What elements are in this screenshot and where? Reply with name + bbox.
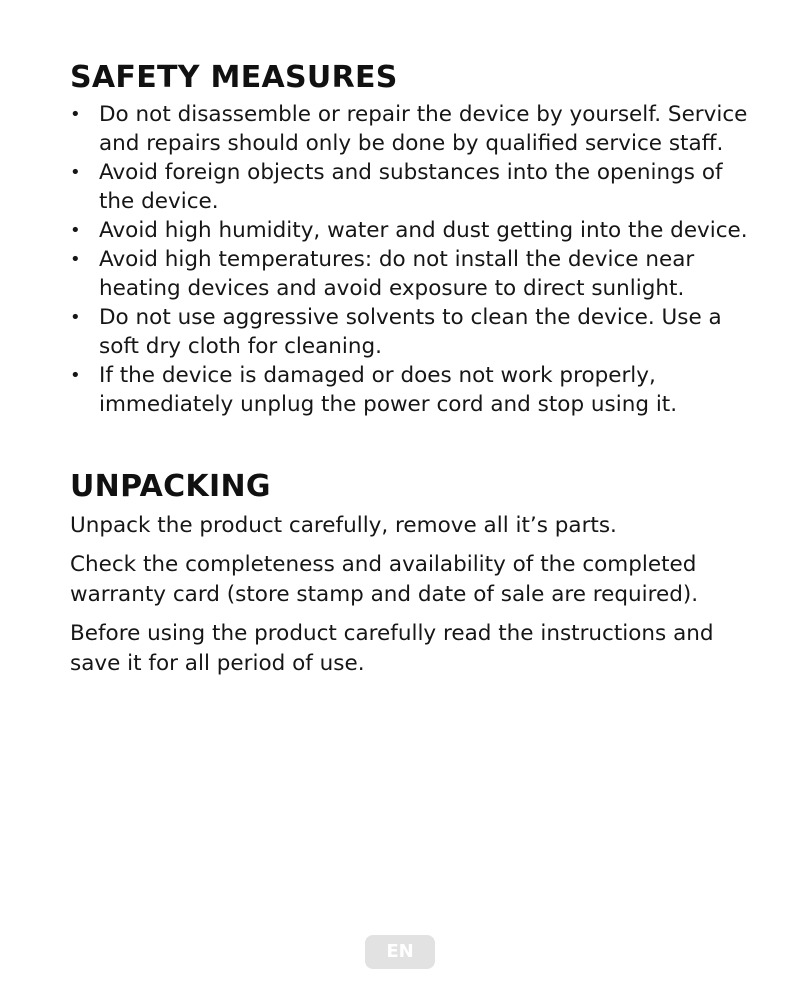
bullet-icon: • — [70, 220, 81, 241]
list-item — [70, 216, 750, 245]
unpacking-heading: UNPACKING — [70, 469, 271, 504]
safety-list — [70, 100, 750, 419]
list-item-text: Avoid high temperatures: do not install the device near heating devices and avoid exposure to direct sunlight. — [99, 247, 695, 301]
list-item-text: Do not use aggressive solvents to clean the device. Use a soft dry cloth for cleaning. — [99, 305, 722, 359]
bullet-icon: • — [70, 104, 81, 125]
language-badge: EN — [365, 935, 435, 969]
list-item-text: Avoid high humidity, water and dust getting into the device. — [99, 218, 748, 243]
bullet-icon: • — [70, 249, 81, 270]
list-item — [70, 158, 750, 216]
list-item-text: If the device is damaged or does not work properly, immediately unplug the power cord and stop using it. — [99, 363, 678, 417]
list-item — [70, 100, 750, 158]
list-item — [70, 245, 750, 303]
list-item-text: Avoid foreign objects and substances into the openings of the device. — [99, 160, 723, 214]
list-item — [70, 303, 750, 361]
bullet-icon: • — [70, 365, 81, 386]
list-item-text: Do not disassemble or repair the device by yourself. Service and repairs should only be done by qualified service staff. — [99, 102, 748, 156]
section-spacer — [70, 419, 750, 467]
bullet-icon: • — [70, 307, 81, 328]
paragraph: Unpack the product carefully, remove all it’s parts. — [70, 513, 617, 538]
paragraph: Check the completeness and availability of the completed warranty card (store stamp and date of sale are required). — [70, 552, 699, 607]
bullet-icon: • — [70, 162, 81, 183]
list-item — [70, 361, 750, 419]
unpacking-body — [70, 511, 750, 679]
paragraph: Before using the product carefully read the instructions and save it for all period of use. — [70, 621, 714, 676]
safety-heading: SAFETY MEASURES — [70, 60, 398, 95]
manual-page — [70, 58, 750, 688]
